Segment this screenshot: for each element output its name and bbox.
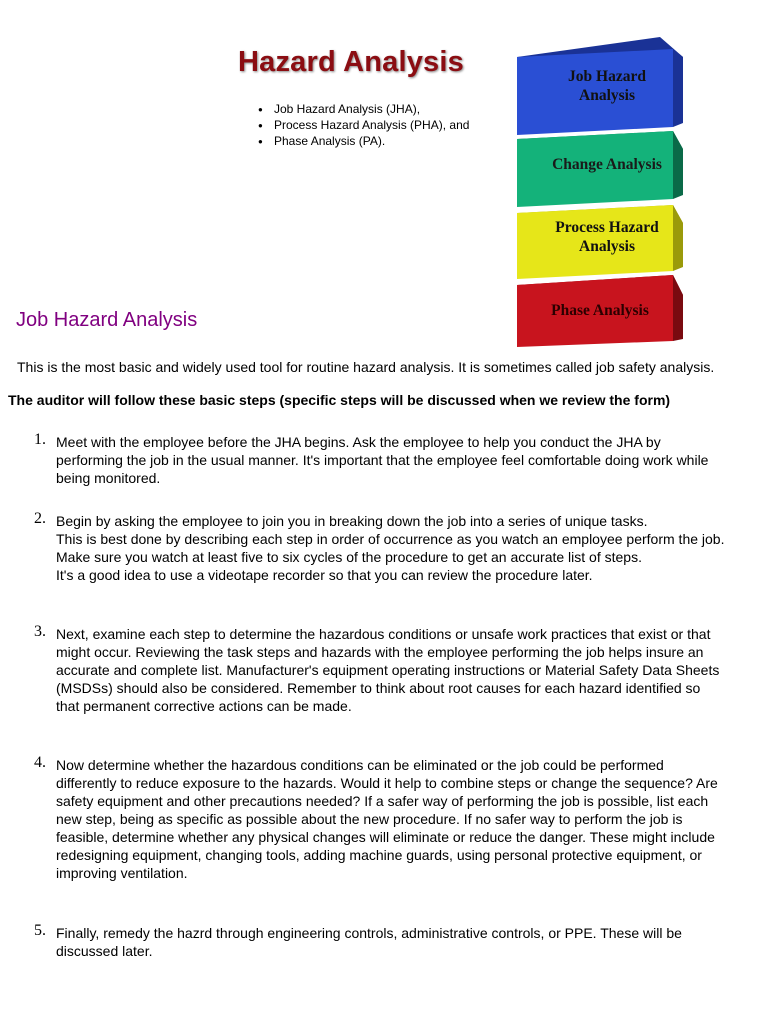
- block-label: Change Analysis: [552, 156, 662, 173]
- step-text: Next, examine each step to determine the hazardous conditions or unsafe work practices that exist or that might occur. Reviewing the task steps and hazards with the employee performing the job helps insure an accurate and complete list. Manufacturer's equipment operating instructions or Material Safety Data Sheets (MSDSs) should also be considered. Remember to think about root causes for each hazard identified so that permanent corrective actions can be made.: [56, 626, 720, 714]
- section-heading: Job Hazard Analysis: [16, 309, 198, 331]
- block-label: Process Hazard: [555, 219, 659, 236]
- list-item: ● Phase Analysis (PA).: [258, 133, 469, 149]
- page-title: Hazard Analysis: [238, 46, 464, 78]
- diagram-block-phase-analysis: [517, 275, 683, 347]
- block-label: Phase Analysis: [551, 302, 649, 319]
- step-number: 1.: [34, 431, 46, 448]
- step-item: [34, 510, 756, 584]
- step-number: 5.: [34, 922, 46, 939]
- block-label: Analysis: [579, 87, 635, 104]
- step-item: [34, 431, 756, 487]
- diagram-block-job-hazard-analysis: [517, 37, 683, 135]
- step-number: 2.: [34, 510, 46, 527]
- step-item: [34, 623, 756, 715]
- step-number: 3.: [34, 623, 46, 640]
- steps-heading: The auditor will follow these basic steps (specific steps will be discussed when we review the form): [8, 392, 671, 408]
- analysis-types-list: [258, 101, 469, 149]
- hazard-analysis-diagram: [515, 35, 690, 347]
- block-label: Analysis: [579, 238, 635, 255]
- step-item: [34, 922, 756, 960]
- step-text: Meet with the employee before the JHA begins. Ask the employee to help you conduct the JHA by performing the job in the usual manner. It's important that the employee feel comfortable doing work while being monitored.: [56, 434, 709, 486]
- step-text: Finally, remedy the hazrd through engineering controls, administrative controls, or PPE. These will be discussed later.: [56, 925, 682, 959]
- block-label: Job Hazard: [568, 68, 646, 85]
- step-number: 4.: [34, 754, 46, 771]
- step-text: Now determine whether the hazardous conditions can be eliminated or the job could be performed differently to reduce exposure to the hazards. Would it help to combine steps or change the sequence? Are safety equipment and other precautions needed? If a safer way of performing the job is possible, list each new step, being as specific as possible about the new procedure. If no safer way to perform the job is feasible, determine whether any physical changes will eliminate or reduce the danger. These might include redesigning equipment, changing tools, adding machine guards, using personal protective equipment, or improving ventilation.: [56, 757, 718, 881]
- diagram-block-process-hazard-analysis: [517, 205, 683, 279]
- list-item: ● Job Hazard Analysis (JHA),: [258, 101, 469, 117]
- diagram-block-change-analysis: [517, 131, 683, 207]
- step-text: Begin by asking the employee to join you in breaking down the job into a series of unique tasks. This is best done by describing each step in order of occurrence as you watch an employee perform the job. Make sure you watch at least five to six cycles of the procedure to get an accurate list of steps. It's a good idea to use a videotape recorder so that you can review the procedure later.: [56, 513, 725, 583]
- list-item: ● Process Hazard Analysis (PHA), and: [258, 117, 469, 133]
- intro-paragraph: This is the most basic and widely used tool for routine hazard analysis. It is sometimes called job safety analysis.: [17, 359, 715, 375]
- step-item: [34, 754, 756, 882]
